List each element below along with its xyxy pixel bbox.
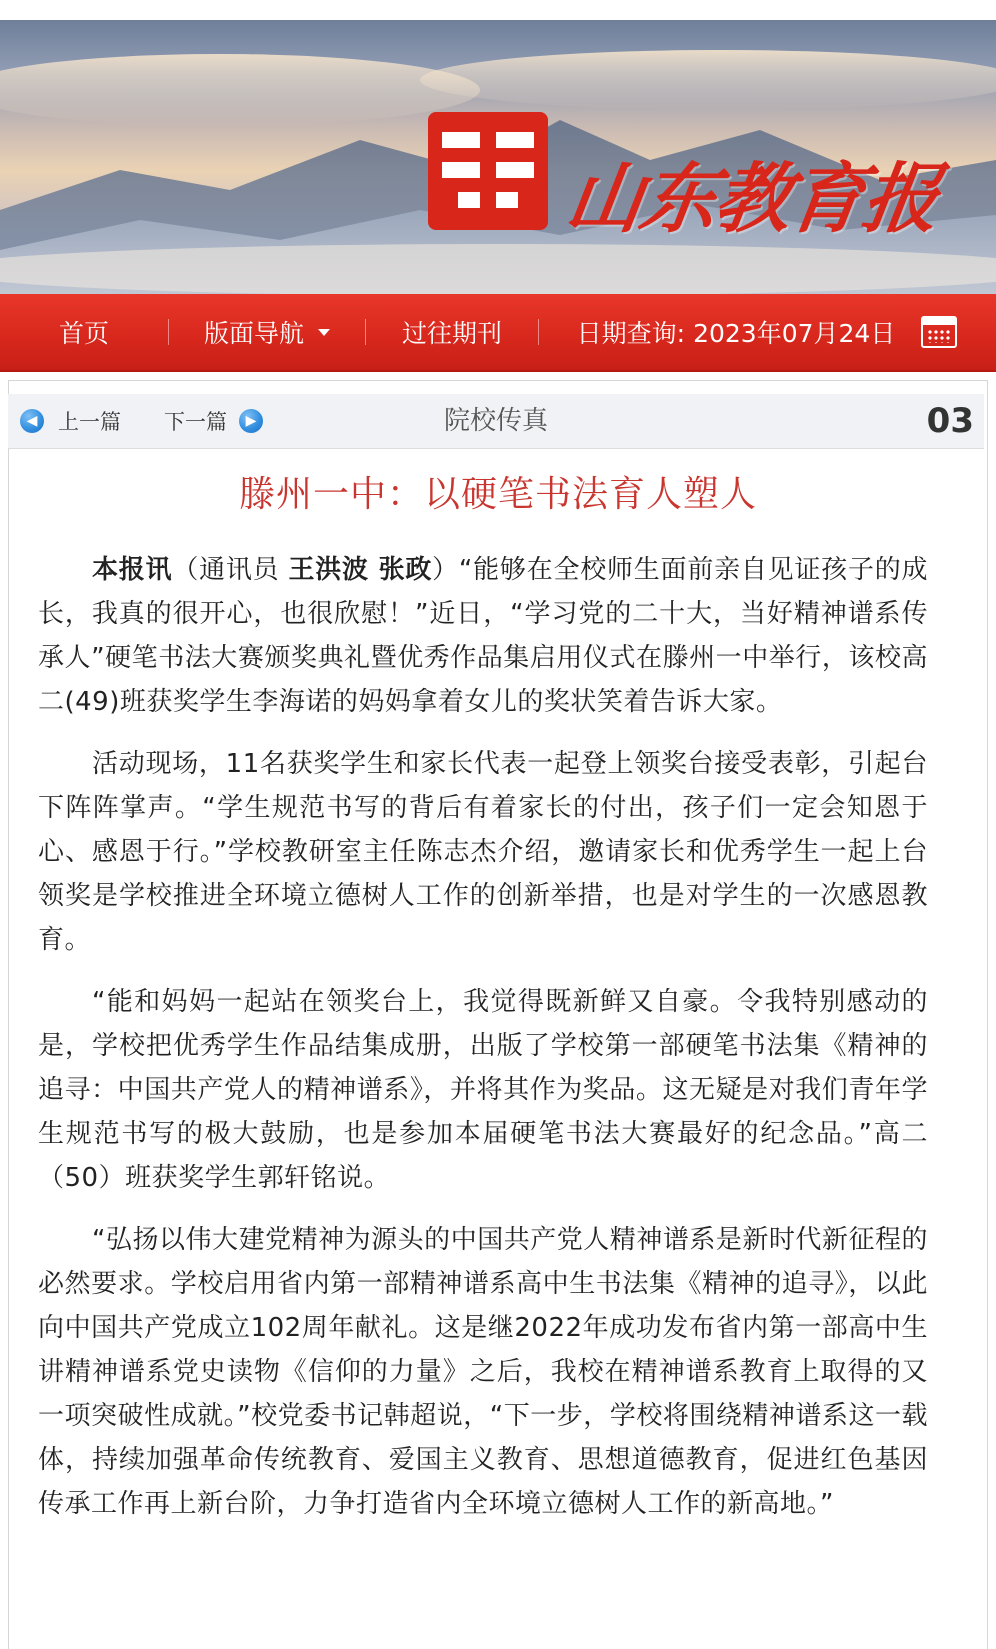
lead-text: ）“能够在全校师生面前亲自见证孩子的成长，我真的很开心，也很欣慰！”近日，“学习党的二十大，当好精神谱系传承人”硬笔书法大赛颁奖典礼暨优秀作品集启用仪式在滕州一中举行，该校高二(49)班获奖学生李海诺的妈妈拿着女儿的奖状笑着告诉大家。 xyxy=(38,555,928,717)
calendar-icon[interactable] xyxy=(921,316,957,348)
reporter-names: 王洪波 张政 xyxy=(288,555,433,585)
article-paragraph: “能和妈妈一起站在领奖台上，我觉得既新鲜又自豪。令我特别感动的是，学校把优秀学生作品结集成册，出版了学校第一部硬笔书法集《精神的追寻：中国共产党人的精神谱系》，并将其作为奖品。这无疑是对我们青年学生规范书写的极大鼓励，也是参加本届硬笔书法大赛最好的纪念品。”高二（50）班获奖学生郭轩铭说。 xyxy=(38,987,928,1193)
next-article-label: 下一篇 xyxy=(164,410,227,434)
date-query[interactable] xyxy=(539,294,995,370)
nav-past-issues[interactable] xyxy=(366,294,538,370)
main-navbar xyxy=(0,294,996,372)
arrow-left-icon: ◀ xyxy=(20,409,44,433)
nav-layout-label: 版面导航 xyxy=(203,319,304,348)
next-article-button[interactable] xyxy=(164,394,263,448)
article-body xyxy=(38,548,928,1544)
newspaper-emblem-logo xyxy=(428,112,548,230)
section-name: 院校传真 xyxy=(443,406,548,436)
nav-past-issues-label: 过往期刊 xyxy=(401,319,502,348)
date-query-label: 日期查询: xyxy=(576,319,686,348)
article-paragraph xyxy=(38,548,928,724)
article-paragraph: 活动现场，11名获奖学生和家长代表一起登上领奖台接受表彰，引起台下阵阵掌声。“学生规范书写的背后有着家长的付出，孩子们一定会知恩于心、感恩于行。”学校教研室主任陈志杰介绍，邀请家长和优秀学生一起上台领奖是学校推进全环境立德树人工作的创新举措，也是对学生的一次感恩教育。 xyxy=(38,749,928,955)
lead-text: （通讯员 xyxy=(172,555,289,585)
date-value[interactable]: 2023年07月24日 xyxy=(693,319,896,348)
article-toolbar xyxy=(8,394,984,449)
article-title: 滕州一中：以硬笔书法育人塑人 xyxy=(238,474,757,515)
arrow-right-icon: ▶ xyxy=(239,409,263,433)
nav-layout-dropdown[interactable] xyxy=(169,294,365,370)
newspaper-name-logo[interactable]: 山东教育报 xyxy=(560,154,944,243)
dateline-label: 本报讯 xyxy=(92,555,173,585)
page-number: 03 xyxy=(926,401,974,441)
prev-article-label: 上一篇 xyxy=(58,410,121,434)
chevron-down-icon xyxy=(318,329,330,336)
masthead-banner xyxy=(0,20,996,294)
nav-home-label: 首页 xyxy=(58,319,109,348)
article-paragraph: “弘扬以伟大建党精神为源头的中国共产党人精神谱系是新时代新征程的必然要求。学校启用省内第一部精神谱系高中生书法集《精神的追寻》，以此向中国共产党成立102周年献礼。这是继2022年成功发布省内第一部高中生讲精神谱系党史读物《信仰的力量》之后，我校在精神谱系教育上取得的又一项突破性成就。”校党委书记韩超说，“下一步，学校将围绕精神谱系这一载体，持续加强革命传统教育、爱国主义教育、思想道德教育，促进红色基因传承工作再上新台阶，力争打造省内全环境立德树人工作的新高地。” xyxy=(38,1225,928,1519)
nav-home[interactable] xyxy=(0,294,168,370)
top-gap xyxy=(0,0,996,20)
prev-article-button[interactable] xyxy=(20,394,121,448)
